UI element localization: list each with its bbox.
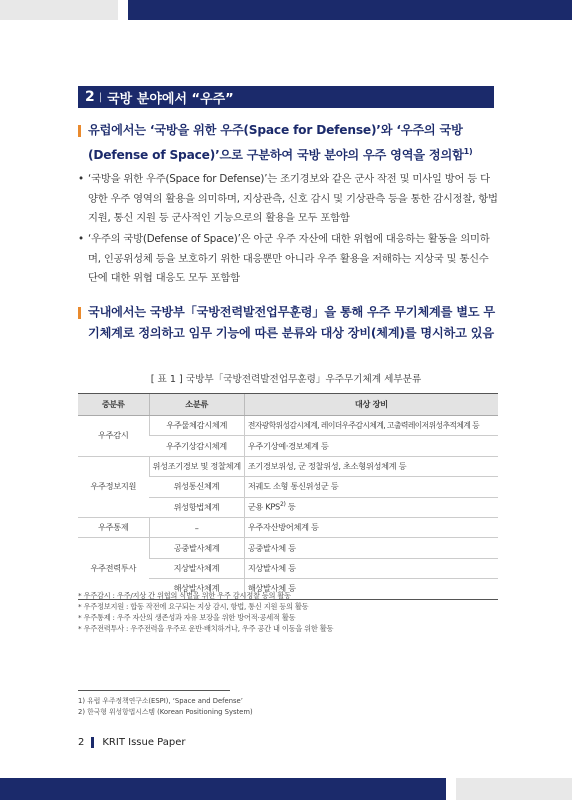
table-row bbox=[78, 456, 498, 476]
category-cell: 우주통제 bbox=[78, 517, 149, 537]
header-subcategory: 소분류 bbox=[149, 394, 244, 416]
bottom-bar-right-decoration bbox=[456, 778, 572, 800]
lead-paragraph-korea bbox=[78, 302, 498, 344]
note-line: * 우주감시 : 우주/지상 간 위협의 식별을 위한 우주 감시정찰 등의 활동 bbox=[78, 591, 291, 600]
table-caption: [ 표 1 ] 국방부「국방전력발전업무훈령」우주무기체계 세부분류 bbox=[150, 374, 422, 385]
page-footer bbox=[78, 737, 185, 748]
table-row bbox=[78, 517, 498, 537]
note-line: * 우주통제 : 우주 자산의 생존성과 자유 보장을 위한 방어적·공세적 활동 bbox=[78, 613, 296, 622]
footnote-line: 1) 유럽 우주정책연구소(ESPI), ‘Space and Defense’ bbox=[78, 697, 243, 705]
equipment-text: 군용 KPS bbox=[247, 502, 280, 513]
bullet-defense-of-space bbox=[78, 230, 498, 289]
footnotes bbox=[78, 696, 508, 718]
footer-bar bbox=[91, 737, 94, 748]
section-header bbox=[78, 86, 494, 108]
bullet-dot: • bbox=[78, 173, 84, 185]
equipment-cell: 우주자산방어체계 등 bbox=[244, 517, 498, 537]
subcategory-cell: 공중발사체계 bbox=[149, 538, 244, 558]
lead-korea-text: 국내에서는 국방부「국방전력발전업무훈령」을 통해 우주 무기체계를 별도 무기체계로 정의하고 임무 기능에 따른 분류와 대상 장비(체계)를 명시하고 있음 bbox=[88, 305, 495, 340]
bottom-bar-left-decoration bbox=[0, 778, 446, 800]
equipment-cell bbox=[244, 497, 498, 517]
lead-europe-text: 유럽에서는 ‘국방을 위한 우주(Space for Defense)’와 ‘우주의 국방(Defense of Space)’으로 구분하여 국방 분야의 우주 영역을 정의함 bbox=[88, 123, 464, 163]
footnote-divider bbox=[78, 690, 230, 691]
equipment-cell: 해상발사체 등 bbox=[244, 579, 498, 599]
section-title: 국방 분야에서 “우주” bbox=[107, 91, 234, 107]
footnote-line: 2) 한국형 위성항법시스템 (Korean Positioning System) bbox=[78, 708, 253, 716]
subcategory-cell: 해상발사체계 bbox=[149, 579, 244, 599]
section-number: 2 bbox=[85, 89, 95, 105]
subcategory-cell: 위성항법체계 bbox=[149, 497, 244, 517]
bullet-text: ‘우주의 국방(Defense of Space)’은 아군 우주 자산에 대한 위협에 대응하는 활동을 의미하며, 인공위성체 등을 보호하기 위한 대응뿐만 아니라 우주 활용을 저해하는 지상국 및 통신수단에 대한 위협 대응도 모두 포함함 bbox=[88, 233, 490, 284]
footnote-ref-2: 2) bbox=[279, 501, 286, 509]
section-separator: | bbox=[98, 91, 103, 103]
page-number: 2 bbox=[78, 737, 85, 748]
category-cell: 우주전력투사 bbox=[78, 538, 149, 599]
equipment-tail: 등 bbox=[285, 502, 296, 513]
subcategory-cell: 우주물체감시체계 bbox=[149, 416, 244, 436]
subcategory-cell: 위성조기경보 및 정찰체계 bbox=[149, 456, 244, 476]
footnote-ref-1: 1) bbox=[463, 147, 473, 156]
subcategory-cell: 우주기상감시체계 bbox=[149, 436, 244, 456]
note-line: * 우주정보지원 : 합동 작전에 요구되는 지상 감시, 항법, 통신 지원 등의 활동 bbox=[78, 602, 309, 611]
space-weapons-table bbox=[78, 393, 498, 600]
table-notes bbox=[78, 590, 508, 634]
table-row bbox=[78, 538, 498, 558]
subcategory-cell: 지상발사체계 bbox=[149, 558, 244, 578]
bullet-text: ‘국방을 위한 우주(Space for Defense)’는 조기경보와 같은 군사 작전 및 미사일 방어 등 다양한 우주 영역의 활용을 의미하며, 지상관측, 신호 감시 및 기상관측 등을 통한 감시정찰, 항법 지원, 통신 지원 등 군사적인 기능으로의 활용을 모두 포함함 bbox=[88, 173, 498, 224]
publication-title: KRIT Issue Paper bbox=[102, 737, 186, 748]
category-cell: 우주감시 bbox=[78, 416, 149, 457]
orange-marker bbox=[78, 125, 81, 137]
bullet-dot: • bbox=[78, 233, 84, 245]
equipment-cell: 우주기상예·경보체계 등 bbox=[244, 436, 498, 456]
orange-marker bbox=[78, 307, 81, 319]
header-category: 중분류 bbox=[78, 394, 149, 416]
table-row bbox=[78, 416, 498, 436]
category-cell: 우주정보지원 bbox=[78, 456, 149, 517]
subcategory-cell: – bbox=[149, 517, 244, 537]
subcategory-cell: 위성통신체계 bbox=[149, 477, 244, 497]
equipment-cell: 공중발사체 등 bbox=[244, 538, 498, 558]
equipment-cell: 저궤도 소형 통신위성군 등 bbox=[244, 477, 498, 497]
top-bar-right-decoration bbox=[128, 0, 572, 20]
bullet-space-for-defense bbox=[78, 170, 498, 229]
header-equipment: 대상 장비 bbox=[244, 394, 498, 416]
lead-paragraph-europe bbox=[78, 120, 498, 166]
note-line: * 우주전력투사 : 우주전력을 우주로 운반·배치하거나, 우주 공간 내 이동을 위한 활동 bbox=[78, 624, 334, 633]
top-bar-left-decoration bbox=[0, 0, 118, 20]
equipment-cell: 지상발사체 등 bbox=[244, 558, 498, 578]
equipment-cell: 조기경보위성, 군 정찰위성, 초소형위성체계 등 bbox=[244, 456, 498, 476]
equipment-cell: 전자광학위성감시체계, 레이더우주감시체계, 고출력레이저위성추적체계 등 bbox=[244, 416, 498, 436]
